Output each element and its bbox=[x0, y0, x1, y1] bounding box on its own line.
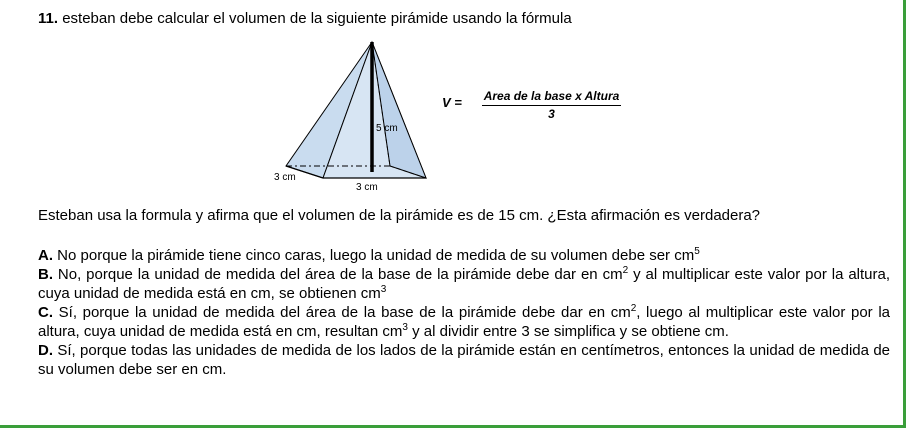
question-stem: Esteban usa la formula y afirma que el volumen de la pirámide es de 15 cm. ¿Esta afirmación es verdadera? bbox=[38, 207, 761, 224]
answer-options bbox=[38, 246, 890, 379]
option-c-letter: C. bbox=[38, 304, 53, 321]
option-b[interactable] bbox=[38, 265, 890, 303]
left-base-label: 3 cm bbox=[274, 172, 296, 183]
pyramid-figure bbox=[270, 36, 440, 196]
option-a-letter: A. bbox=[38, 247, 53, 264]
option-b-unit-2: cm bbox=[360, 285, 381, 302]
question-number: 11. bbox=[38, 10, 59, 27]
pyramid-diagram bbox=[270, 36, 440, 196]
option-c-exp-1: 2 bbox=[630, 303, 637, 314]
question-title bbox=[38, 10, 572, 27]
option-a-unit: cm bbox=[674, 247, 695, 264]
option-c[interactable] bbox=[38, 303, 890, 341]
option-b-text-2: y al multiplicar este valor por la altura, cuya unidad de medida está en cm, se obtienen bbox=[38, 266, 891, 302]
option-a[interactable] bbox=[38, 246, 890, 265]
option-b-unit-1: cm bbox=[602, 266, 623, 283]
height-label: 5 cm bbox=[376, 123, 398, 134]
option-c-unit-1: cm bbox=[610, 304, 631, 321]
option-c-text-1: Sí, porque la unidad de medida del área de la base de la pirámide debe dar en bbox=[58, 304, 606, 321]
option-d-text: Sí, porque todas las unidades de medida de los lados de la pirámide están en centímetros, entonces la unidad de medida de su volumen debe ser en cm. bbox=[38, 342, 891, 378]
front-base-label: 3 cm bbox=[356, 182, 378, 193]
option-a-text: No porque la pirámide tiene cinco caras, luego la unidad de medida de su volumen debe ser bbox=[57, 247, 671, 264]
option-d[interactable] bbox=[38, 341, 890, 379]
option-b-letter: B. bbox=[38, 266, 53, 283]
option-d-letter: D. bbox=[38, 342, 53, 359]
option-c-unit-2: cm bbox=[382, 323, 403, 340]
formula-denominator: 3 bbox=[548, 107, 555, 121]
volume-formula bbox=[442, 87, 632, 127]
option-b-text-1: No, porque la unidad de medida del área de la base de la pirámide debe dar en bbox=[57, 266, 598, 283]
formula-fraction bbox=[464, 87, 639, 121]
option-c-text-2: , luego al multiplicar este valor por la altura, cuya unidad de medida está en cm, resultan bbox=[38, 304, 890, 340]
option-c-text-3: y al dividir entre 3 se simplifica y se obtiene cm. bbox=[412, 323, 729, 340]
option-b-exp-2: 3 bbox=[380, 284, 387, 295]
formula-lhs: V = bbox=[442, 95, 462, 110]
question-text: esteban debe calcular el volumen de la siguiente pirámide usando la fórmula bbox=[62, 10, 572, 27]
option-b-exp-1: 2 bbox=[622, 265, 629, 276]
formula-numerator: Area de la base x Altura bbox=[482, 89, 622, 106]
option-a-exp: 5 bbox=[694, 246, 700, 257]
option-c-exp-2: 3 bbox=[402, 322, 408, 333]
